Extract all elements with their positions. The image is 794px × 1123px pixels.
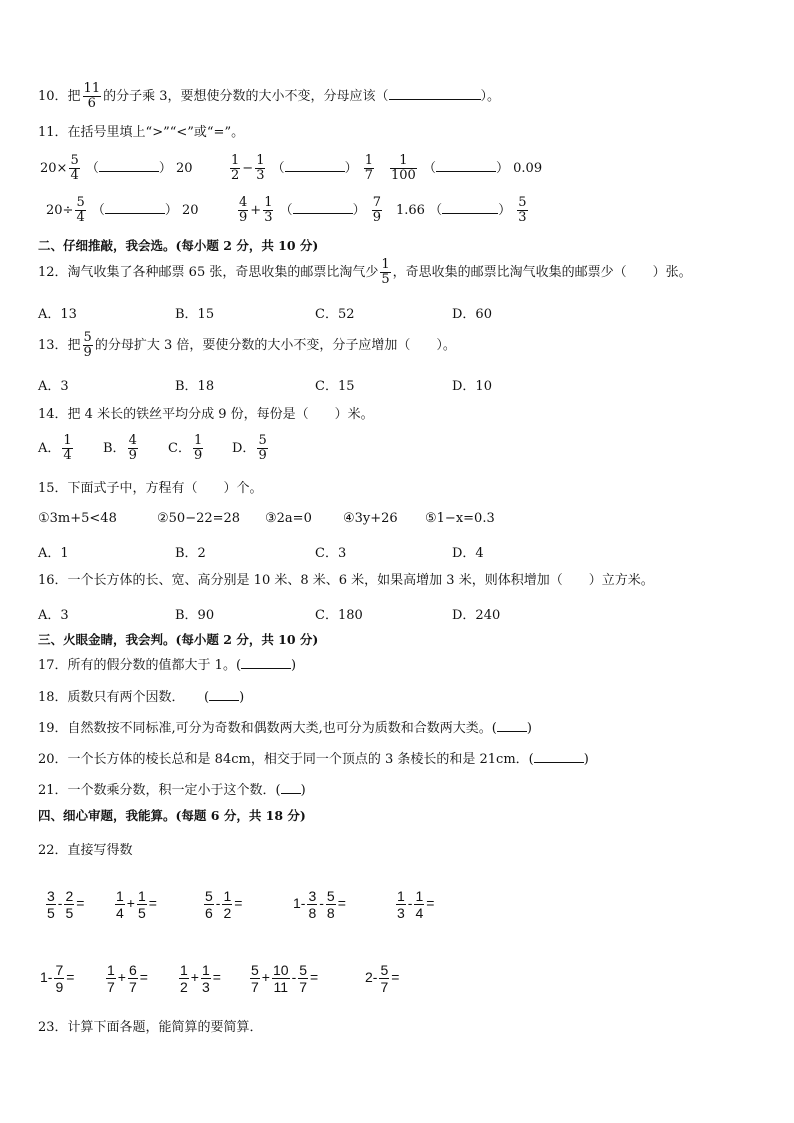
q15-option-a[interactable]: A．1 (38, 546, 69, 561)
question-12: 12．淘气收集了各种邮票 65 张，奇思收集的邮票比淘气少 $\frac{1}{5}$ ，奇思收集的邮票比淘气收集的邮票少（ ）张。 (38, 257, 692, 287)
answer-blank[interactable] (389, 87, 481, 100)
calc-expression: $\frac{1}{3}$ - $\frac{1}{4}$ = (397, 888, 435, 921)
q16-option-d[interactable]: D．240 (452, 608, 501, 623)
calc-expression: $\frac{1}{4}$ + $\frac{1}{5}$ = (116, 888, 157, 921)
calc-expression: $\frac{5}{7}$ + $\frac{10}{11}$ - $\frac{5}{7}$ = (251, 962, 319, 995)
calc-expression: 2- $\frac{5}{7}$ = (365, 962, 400, 995)
calc-expression: $\frac{5}{6}$ - $\frac{1}{2}$ = (205, 888, 243, 921)
question-17: 17．所有的假分数的值都大于 1。( ) (38, 658, 297, 673)
question-14: 14．把 4 米长的铁丝平均分成 9 份，每份是（ ）米。 (38, 407, 374, 422)
q13-option-c[interactable]: C．15 (315, 379, 355, 394)
q16-option-c[interactable]: C．180 (315, 608, 363, 623)
q10-text: 的分子乘 3，要想使分数的大小不变，分母应该（ (103, 89, 389, 104)
q14-option-b[interactable]: B． $\frac{4}{9}$ (103, 433, 137, 463)
section-3-heading: 三、火眼金睛，我会判。(每小题 2 分，共 10 分) (38, 632, 319, 647)
q12-option-a[interactable]: A．13 (38, 307, 77, 322)
answer-blank[interactable] (285, 159, 345, 172)
calc-expression: $\frac{1}{2}$ + $\frac{1}{3}$ = (180, 962, 221, 995)
q14-option-d[interactable]: D． $\frac{5}{9}$ (232, 433, 267, 463)
question-21: 21．一个数乘分数，积一定小于这个数．( ) (38, 783, 306, 798)
question-11: 11．在括号里填上“>”“<”或“=”。 (38, 125, 245, 140)
q11-item-1: 20× $\frac{5}{4}$ （ ） 20 (40, 153, 193, 183)
answer-blank[interactable] (436, 159, 496, 172)
question-10: 10．把 $\frac{11}{6}$ 的分子乘 3，要想使分数的大小不变，分母应该（ ）。 (38, 81, 501, 111)
q15-item-5: ⑤1−x=0.3 (425, 511, 495, 526)
q14-option-a[interactable]: A． $\frac{1}{4}$ (38, 433, 72, 463)
q13-option-a[interactable]: A．3 (38, 379, 69, 394)
calc-expression: $\frac{3}{5}$ - $\frac{2}{5}$ = (47, 888, 85, 921)
question-16: 16．一个长方体的长、宽、高分别是 10 米、8 米、6 米，如果高增加 3 米，则体积增加（ ）立方米。 (38, 573, 654, 588)
q12-option-b[interactable]: B．15 (175, 307, 215, 322)
q16-option-a[interactable]: A．3 (38, 608, 69, 623)
q12-option-d[interactable]: D．60 (452, 307, 492, 322)
q11-item-3: $\frac{1}{100}$ （ ） 0.09 (391, 153, 543, 183)
answer-blank[interactable] (293, 201, 353, 214)
calc-expression: 1- $\frac{7}{9}$ = (40, 962, 75, 995)
section-2-heading: 二、仔细推敲，我会选。(每小题 2 分，共 10 分) (38, 238, 319, 253)
question-20: 20．一个长方体的棱长总和是 84cm，相交于同一个顶点的 3 条棱长的和是 21cm．( ) (38, 752, 589, 767)
q11-item-6: 1.66 （ ） $\frac{5}{3}$ (396, 195, 527, 225)
q15-item-2: ②50−22=28 (157, 511, 241, 526)
answer-blank[interactable] (534, 750, 584, 763)
question-13: 13．把 $\frac{5}{9}$ 的分母扩大 3 倍，要使分数的大小不变，分子应增加（ ）。 (38, 330, 456, 360)
q10-prefix: 10．把 (38, 89, 81, 104)
question-18: 18．质数只有两个因数． ( ) (38, 690, 245, 705)
q13-option-d[interactable]: D．10 (452, 379, 492, 394)
q11-item-2: $\frac{1}{2}$ − $\frac{1}{3}$ （ ） $\frac{1}{7}$ (231, 153, 374, 183)
answer-blank[interactable] (442, 201, 498, 214)
q15-option-d[interactable]: D．4 (452, 546, 484, 561)
answer-blank[interactable] (241, 656, 291, 669)
q15-item-3: ③2a=0 (265, 511, 312, 526)
answer-blank[interactable] (281, 781, 301, 794)
q16-option-b[interactable]: B．90 (175, 608, 215, 623)
q10-fraction: $\frac{11}{6}$ (83, 81, 101, 111)
question-19: 19．自然数按不同标准,可分为奇数和偶数两大类,也可分为质数和合数两大类。( ) (38, 721, 532, 736)
question-23: 23．计算下面各题，能简算的要简算． (38, 1020, 263, 1035)
q14-option-c[interactable]: C． $\frac{1}{9}$ (168, 433, 203, 463)
answer-blank[interactable] (105, 201, 165, 214)
q15-item-1: ①3m+5<48 (38, 511, 117, 526)
answer-blank[interactable] (497, 719, 527, 732)
q15-option-b[interactable]: B．2 (175, 546, 206, 561)
q11-item-5: $\frac{4}{9}$ + $\frac{1}{3}$ （ ） $\frac{7}{9}$ (239, 195, 382, 225)
q12-option-c[interactable]: C．52 (315, 307, 355, 322)
question-15: 15．下面式子中，方程有（ ）个。 (38, 481, 263, 496)
section-4-heading: 四、细心审题，我能算。(每题 6 分，共 18 分) (38, 808, 306, 823)
q15-item-4: ④3y+26 (343, 511, 398, 526)
q11-item-4: 20÷ $\frac{5}{4}$ （ ） 20 (46, 195, 199, 225)
calc-expression: 1- $\frac{3}{8}$ - $\frac{5}{8}$ = (293, 888, 346, 921)
calc-expression: $\frac{1}{7}$ + $\frac{6}{7}$ = (107, 962, 148, 995)
question-22: 22．直接写得数 (38, 843, 133, 858)
answer-blank[interactable] (99, 159, 159, 172)
q15-option-c[interactable]: C．3 (315, 546, 347, 561)
q13-option-b[interactable]: B．18 (175, 379, 215, 394)
answer-blank[interactable] (209, 688, 239, 701)
